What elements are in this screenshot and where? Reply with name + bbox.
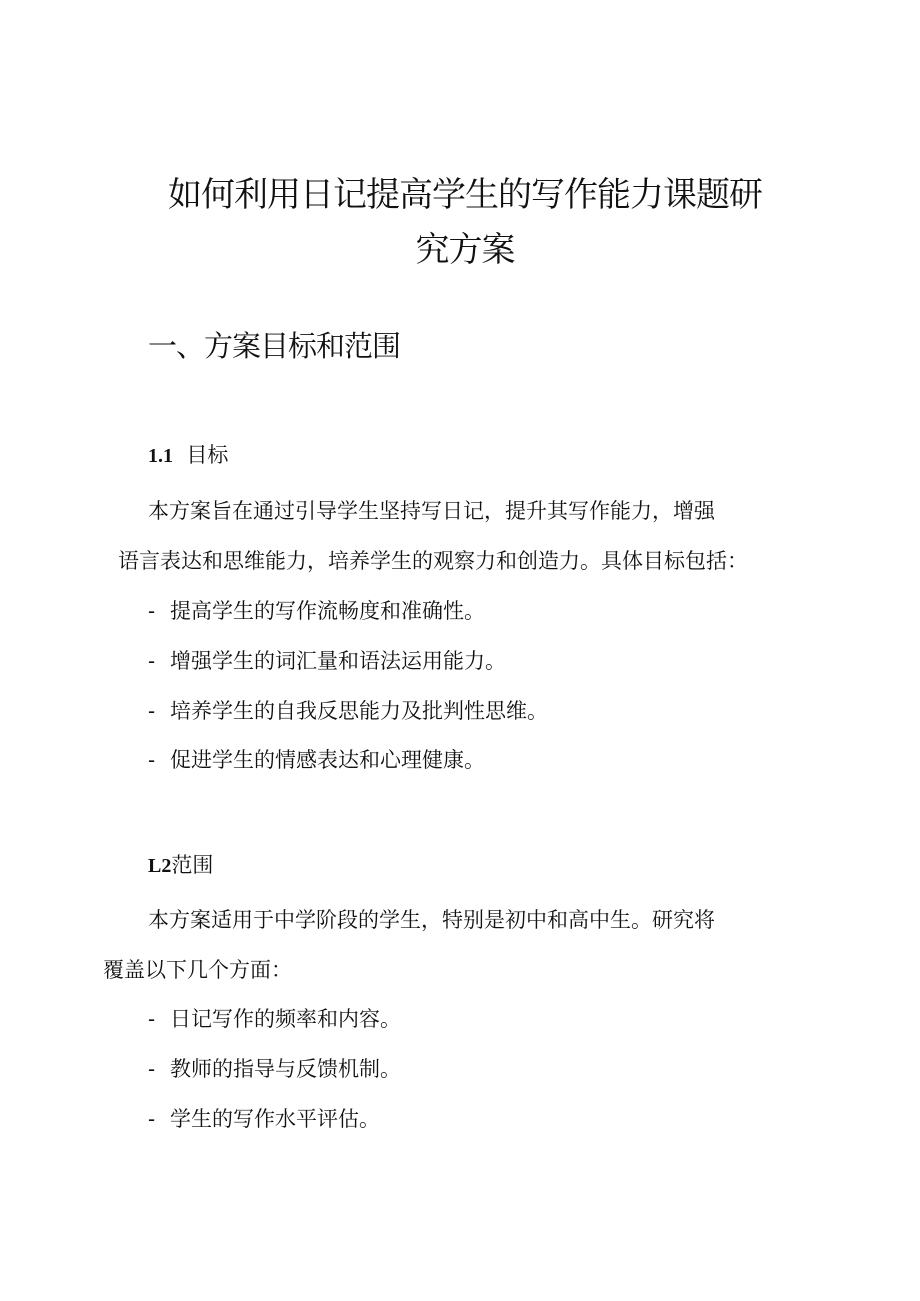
section-heading-1: 一、方案目标和范围 <box>148 329 401 363</box>
bullet-dash: - <box>148 1057 156 1081</box>
scope-bullet <box>148 1054 401 1084</box>
subsection-title: 范围 <box>171 853 214 877</box>
goal-paragraph-line-1: 本方案旨在通过引导学生坚持写日记，提升其写作能力，增强 <box>148 499 715 523</box>
bullet-text: 促进学生的情感表达和心理健康。 <box>170 748 485 772</box>
bullet-text: 提高学生的写作流畅度和准确性。 <box>170 599 485 623</box>
goal-bullet <box>148 646 506 676</box>
bullet-dash: - <box>148 1007 156 1031</box>
goal-bullet <box>148 596 485 626</box>
bullet-dash: - <box>148 649 156 673</box>
bullet-text: 培养学生的自我反思能力及批判性思维。 <box>170 699 548 723</box>
scope-bullet <box>148 1004 401 1034</box>
subsection-heading-goal <box>148 440 228 471</box>
bullet-text: 教师的指导与反馈机制。 <box>170 1057 401 1081</box>
document-title <box>120 168 810 278</box>
subsection-number: L2 <box>148 855 172 877</box>
goal-bullet <box>148 745 485 775</box>
title-line-2: 究方案 <box>415 230 515 270</box>
bullet-dash: - <box>148 748 156 772</box>
scope-paragraph-line-1: 本方案适用于中学阶段的学生，特别是初中和高中生。研究将 <box>148 908 715 932</box>
bullet-dash: - <box>148 1107 156 1131</box>
goal-bullet <box>148 696 548 726</box>
subsection-title: 目标 <box>186 443 229 467</box>
title-line-1: 如何利用日记提高学生的写作能力课题研 <box>168 175 762 215</box>
scope-paragraph-line-2: 覆盖以下几个方面： <box>103 958 292 982</box>
bullet-text: 日记写作的频率和内容。 <box>170 1007 401 1031</box>
bullet-dash: - <box>148 599 156 623</box>
subsection-heading-scope <box>148 850 213 881</box>
bullet-text: 学生的写作水平评估。 <box>170 1107 380 1131</box>
bullet-dash: - <box>148 699 156 723</box>
subsection-number: 1.1 <box>148 445 173 467</box>
bullet-text: 增强学生的词汇量和语法运用能力。 <box>170 649 506 673</box>
goal-paragraph-line-2: 语言表达和思维能力，培养学生的观察力和创造力。具体目标包括： <box>118 549 748 573</box>
scope-bullet <box>148 1104 380 1134</box>
